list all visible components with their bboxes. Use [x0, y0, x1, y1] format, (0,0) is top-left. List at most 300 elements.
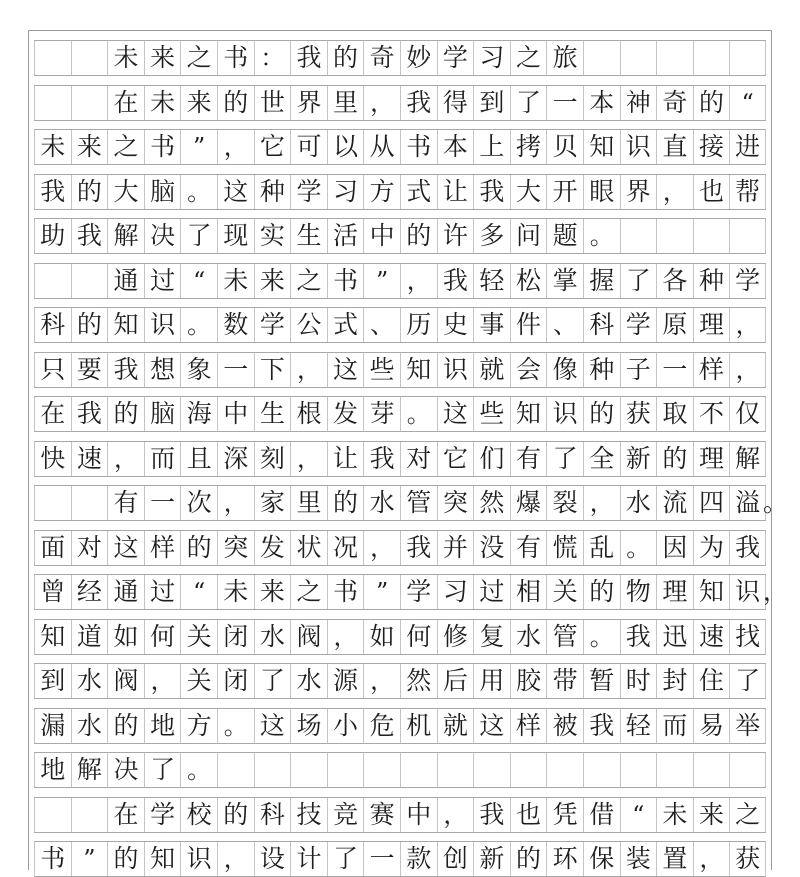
grid-cell: 在 [107, 798, 144, 832]
grid-cell: 因 [656, 531, 693, 565]
grid-cell: 奇 [656, 86, 693, 120]
grid-cell: 爆 [510, 486, 547, 520]
grid-cell: 且 [180, 442, 217, 476]
grid-cell: 本 [437, 130, 474, 164]
grid-cell: 方 [363, 175, 400, 209]
grid-cell: 一 [217, 353, 254, 387]
grid-cell: 让 [437, 175, 474, 209]
grid-cell: 得 [437, 86, 474, 120]
grid-cell: 状 [290, 531, 327, 565]
grid-cell: 。 [180, 753, 217, 787]
grid-cell: 我 [400, 531, 437, 565]
grid-cell: 发 [254, 531, 291, 565]
grid-cell: 在 [107, 86, 144, 120]
grid-cell: 校 [180, 798, 217, 832]
grid-cell: 史 [437, 308, 474, 342]
grid-cell: 我 [583, 709, 620, 743]
grid-cell: 子 [620, 353, 657, 387]
grid-cell: 况 [327, 531, 364, 565]
grid-cell: 未 [656, 798, 693, 832]
grid-cell: 种 [693, 264, 730, 298]
grid-cell [400, 753, 437, 787]
grid-cell: 未 [217, 575, 254, 609]
grid-cell: 的 [510, 842, 547, 876]
grid-cell: 通 [107, 575, 144, 609]
grid-cell: 拷 [510, 130, 547, 164]
grid-cell: 。 [180, 308, 217, 342]
grid-cell: 活 [327, 219, 364, 253]
grid-cell: 管 [400, 486, 437, 520]
grid-cell: 之 [107, 130, 144, 164]
grid-cell: 地 [34, 753, 71, 787]
grid-cell: ， [327, 620, 364, 654]
grid-cell: 习 [327, 175, 364, 209]
grid-cell: 不 [693, 397, 730, 431]
grid-cell: 之 [180, 41, 217, 75]
grid-row [34, 752, 766, 788]
grid-cell [620, 753, 657, 787]
grid-cell: 公 [290, 308, 327, 342]
grid-cell: 款 [400, 842, 437, 876]
grid-cell: 了 [180, 219, 217, 253]
grid-cell: 来 [693, 798, 730, 832]
grid-cell: 如 [363, 620, 400, 654]
grid-cell: 可 [290, 130, 327, 164]
grid-cell: 我 [363, 442, 400, 476]
grid-cell: 方 [180, 709, 217, 743]
grid-cell: 贝 [546, 130, 583, 164]
grid-cell: 书 [327, 264, 364, 298]
grid-cell: 握 [583, 264, 620, 298]
grid-cell [34, 264, 71, 298]
grid-cell: 住 [693, 664, 730, 698]
grid-cell: 它 [437, 442, 474, 476]
grid-cell: ， [217, 130, 254, 164]
grid-cell: 水 [620, 486, 657, 520]
grid-cell: ， [363, 86, 400, 120]
grid-cell: 危 [363, 709, 400, 743]
grid-cell: 并 [437, 531, 474, 565]
grid-cell: 轻 [473, 264, 510, 298]
grid-cell: 后 [437, 664, 474, 698]
grid-cell [510, 753, 547, 787]
grid-cell [656, 219, 693, 253]
grid-cell: 大 [510, 175, 547, 209]
grid-cell: 以 [327, 130, 364, 164]
grid-cell: 关 [180, 620, 217, 654]
grid-cell: 发 [327, 397, 364, 431]
grid-cell: ： [254, 41, 291, 75]
grid-cell: 开 [546, 175, 583, 209]
grid-cell: 科 [254, 798, 291, 832]
grid-cell: 经 [71, 575, 108, 609]
grid-cell: ， [693, 842, 730, 876]
grid-cell: 里 [327, 86, 364, 120]
grid-cell: 问 [510, 219, 547, 253]
grid-cell: 之 [290, 264, 327, 298]
grid-cell: 道 [71, 620, 108, 654]
grid-cell: 新 [620, 442, 657, 476]
grid-cell: 这 [107, 531, 144, 565]
grid-cell: 妙 [400, 41, 437, 75]
grid-cell: 保 [583, 842, 620, 876]
grid-cell: 次 [180, 486, 217, 520]
grid-cell: 海 [180, 397, 217, 431]
grid-cell: 决 [144, 219, 181, 253]
grid-cell: 识 [546, 397, 583, 431]
grid-cell: 新 [473, 842, 510, 876]
grid-cell: 大 [107, 175, 144, 209]
grid-cell: 未 [107, 41, 144, 75]
grid-cell: 胶 [510, 664, 547, 698]
grid-cell: 掌 [546, 264, 583, 298]
overflow-punctuation: ， [762, 577, 788, 606]
grid-cell: 来 [180, 86, 217, 120]
grid-cell: 我 [107, 353, 144, 387]
grid-cell: 从 [363, 130, 400, 164]
grid-cell: ， [290, 353, 327, 387]
grid-cell: 脑 [144, 397, 181, 431]
grid-cell: 来 [254, 264, 291, 298]
grid-cell: 未 [144, 86, 181, 120]
grid-cell: 水 [510, 620, 547, 654]
grid-cell: 样 [693, 353, 730, 387]
grid-cell: 凭 [546, 798, 583, 832]
grid-cell: 它 [254, 130, 291, 164]
grid-cell: 识 [180, 842, 217, 876]
grid-cell: 乱 [583, 531, 620, 565]
grid-cell: 旅 [546, 41, 583, 75]
grid-cell: 些 [363, 353, 400, 387]
grid-cell [71, 486, 108, 520]
grid-cell: “ [180, 575, 217, 609]
grid-cell: 家 [254, 486, 291, 520]
grid-cell [34, 798, 71, 832]
grid-row [34, 441, 766, 477]
grid-cell: 的 [107, 709, 144, 743]
grid-cell: 帮 [729, 175, 766, 209]
grid-row [34, 619, 766, 655]
grid-cell: 。 [217, 709, 254, 743]
grid-cell: ， [363, 531, 400, 565]
grid-cell: ” [363, 575, 400, 609]
grid-cell: “ [180, 264, 217, 298]
grid-cell: 小 [327, 709, 364, 743]
grid-cell: 了 [510, 86, 547, 120]
grid-cell: 获 [729, 842, 766, 876]
grid-cell: 在 [34, 397, 71, 431]
grid-cell [363, 753, 400, 787]
grid-row [34, 708, 766, 744]
grid-cell: 、 [363, 308, 400, 342]
grid-cell: 。 [583, 620, 620, 654]
grid-cell: 这 [254, 709, 291, 743]
grid-cell: 我 [290, 41, 327, 75]
grid-cell: 如 [107, 620, 144, 654]
grid-cell: 的 [180, 531, 217, 565]
grid-cell: 何 [400, 620, 437, 654]
grid-cell: 而 [656, 709, 693, 743]
grid-cell: 种 [254, 175, 291, 209]
grid-cell [656, 41, 693, 75]
grid-cell: 书 [217, 41, 254, 75]
grid-cell: 阀 [290, 620, 327, 654]
grid-cell [34, 86, 71, 120]
grid-cell: 要 [71, 353, 108, 387]
grid-cell [34, 486, 71, 520]
grid-cell: 而 [144, 442, 181, 476]
grid-cell: 何 [144, 620, 181, 654]
grid-cell: 然 [473, 486, 510, 520]
grid-cell: 没 [473, 531, 510, 565]
grid-cell: 就 [437, 709, 474, 743]
grid-row [34, 574, 788, 610]
grid-cell: 闭 [217, 620, 254, 654]
grid-cell [34, 41, 71, 75]
grid-cell [71, 264, 108, 298]
grid-cell: 闭 [217, 664, 254, 698]
grid-cell: 历 [400, 308, 437, 342]
grid-cell: 的 [71, 308, 108, 342]
grid-cell: 知 [34, 620, 71, 654]
grid-cell: 关 [546, 575, 583, 609]
grid-cell: 速 [693, 620, 730, 654]
grid-cell: 之 [290, 575, 327, 609]
grid-cell: 理 [656, 575, 693, 609]
grid-cell: 管 [546, 620, 583, 654]
grid-row [34, 85, 766, 121]
grid-cell: 眼 [583, 175, 620, 209]
grid-cell: ， [729, 353, 766, 387]
grid-cell: 为 [693, 531, 730, 565]
grid-cell: 技 [290, 798, 327, 832]
grid-cell: 知 [144, 842, 181, 876]
grid-cell: 我 [620, 620, 657, 654]
grid-cell: 对 [71, 531, 108, 565]
grid-cell: 到 [34, 664, 71, 698]
grid-cell: 水 [71, 664, 108, 698]
grid-cell: 中 [363, 219, 400, 253]
grid-cell: ， [729, 308, 766, 342]
grid-cell: 书 [34, 842, 71, 876]
grid-cell: 的 [217, 798, 254, 832]
grid-cell: 只 [34, 353, 71, 387]
grid-cell: 修 [437, 620, 474, 654]
grid-cell: 水 [290, 664, 327, 698]
grid-cell: 一 [656, 353, 693, 387]
grid-cell: 过 [473, 575, 510, 609]
title-row [34, 40, 766, 76]
grid-cell: 许 [437, 219, 474, 253]
grid-cell: 漏 [34, 709, 71, 743]
grid-cell: 我 [437, 264, 474, 298]
grid-cell: 知 [583, 130, 620, 164]
grid-cell: 举 [729, 709, 766, 743]
grid-cell: 了 [254, 664, 291, 698]
grid-cell: 书 [400, 130, 437, 164]
grid-cell: 了 [327, 842, 364, 876]
grid-cell: 来 [144, 41, 181, 75]
grid-cell: 我 [400, 86, 437, 120]
grid-cell: 的 [693, 86, 730, 120]
grid-cell: 识 [144, 308, 181, 342]
grid-cell: 然 [400, 664, 437, 698]
grid-cell: 识 [620, 130, 657, 164]
grid-cell: 想 [144, 353, 181, 387]
grid-cell: 学 [620, 308, 657, 342]
grid-cell: 刻 [254, 442, 291, 476]
grid-cell: 件 [510, 308, 547, 342]
grid-cell: 学 [144, 798, 181, 832]
grid-cell: 轻 [620, 709, 657, 743]
grid-cell [327, 753, 364, 787]
grid-cell: 这 [327, 353, 364, 387]
grid-cell: 找 [729, 620, 766, 654]
grid-cell: 计 [290, 842, 327, 876]
grid-cell: 四 [693, 486, 730, 520]
grid-cell: 。 [180, 175, 217, 209]
grid-cell: 本 [583, 86, 620, 120]
grid-cell: 样 [510, 709, 547, 743]
grid-cell: 种 [583, 353, 620, 387]
grid-cell: 的 [327, 486, 364, 520]
grid-cell: 学 [437, 41, 474, 75]
grid-cell: 。 [583, 219, 620, 253]
grid-cell: 会 [510, 353, 547, 387]
grid-cell: 深 [217, 442, 254, 476]
grid-cell: 一 [363, 842, 400, 876]
grid-cell: 封 [656, 664, 693, 698]
grid-cell: 界 [620, 175, 657, 209]
grid-cell [693, 41, 730, 75]
grid-cell: 解 [107, 219, 144, 253]
grid-cell: ” [363, 264, 400, 298]
grid-cell: 水 [363, 486, 400, 520]
grid-cell: ， [217, 486, 254, 520]
grid-cell: 借 [583, 798, 620, 832]
grid-cell: 未 [34, 130, 71, 164]
grid-cell: 习 [473, 41, 510, 75]
grid-cell: 到 [473, 86, 510, 120]
grid-cell: 直 [656, 130, 693, 164]
grid-cell: ， [400, 264, 437, 298]
grid-cell: 之 [510, 41, 547, 75]
grid-cell: 速 [71, 442, 108, 476]
grid-cell [254, 753, 291, 787]
grid-row [34, 352, 766, 388]
grid-cell: ” [180, 130, 217, 164]
grid-cell: 、 [546, 308, 583, 342]
grid-cell: 脑 [144, 175, 181, 209]
grid-cell [693, 219, 730, 253]
grid-cell: 水 [71, 709, 108, 743]
grid-cell: 我 [71, 219, 108, 253]
grid-cell: 之 [729, 798, 766, 832]
grid-cell [620, 41, 657, 75]
grid-cell: 地 [144, 709, 181, 743]
grid-cell: 带 [546, 664, 583, 698]
grid-cell: 事 [473, 308, 510, 342]
grid-cell: 的 [217, 86, 254, 120]
grid-cell [729, 41, 766, 75]
grid-cell: 被 [546, 709, 583, 743]
grid-cell: 对 [400, 442, 437, 476]
grid-cell [71, 86, 108, 120]
grid-cell: 复 [473, 620, 510, 654]
grid-cell: 样 [144, 531, 181, 565]
grid-cell: 我 [34, 175, 71, 209]
grid-cell: 的 [583, 397, 620, 431]
grid-cell: ， [656, 175, 693, 209]
grid-cell: 易 [693, 709, 730, 743]
grid-cell: 接 [693, 130, 730, 164]
grid-cell: 的 [656, 442, 693, 476]
grid-cell: 过 [144, 575, 181, 609]
grid-cell: 了 [620, 264, 657, 298]
grid-cell: 学 [254, 308, 291, 342]
grid-cell: 迅 [656, 620, 693, 654]
grid-cell [71, 798, 108, 832]
grid-cell: 来 [71, 130, 108, 164]
grid-cell: 我 [71, 397, 108, 431]
grid-cell: 用 [473, 664, 510, 698]
grid-cell: 原 [656, 308, 693, 342]
grid-cell: 下 [254, 353, 291, 387]
grid-cell: 一 [144, 486, 181, 520]
grid-cell: 。 [400, 397, 437, 431]
grid-cell: 仅 [729, 397, 766, 431]
grid-cell [71, 41, 108, 75]
grid-cell: 我 [473, 798, 510, 832]
grid-cell: 中 [400, 798, 437, 832]
grid-cell: 全 [583, 442, 620, 476]
grid-cell: 也 [693, 175, 730, 209]
grid-cell: 有 [510, 442, 547, 476]
grid-cell: 源 [327, 664, 364, 698]
grid-cell: 我 [729, 531, 766, 565]
grid-cell: 的 [400, 219, 437, 253]
grid-cell: 通 [107, 264, 144, 298]
grid-cell: 场 [290, 709, 327, 743]
grid-cell: 的 [71, 175, 108, 209]
grid-cell: 界 [290, 86, 327, 120]
grid-cell: ， [290, 442, 327, 476]
grid-cell: “ [729, 86, 766, 120]
grid-cell: 题 [546, 219, 583, 253]
grid-cell: 书 [327, 575, 364, 609]
grid-cell: 知 [107, 308, 144, 342]
grid-row [34, 797, 766, 833]
grid-cell: 突 [217, 531, 254, 565]
grid-cell: 曾 [34, 575, 71, 609]
grid-cell: 慌 [546, 531, 583, 565]
grid-cell: 让 [327, 442, 364, 476]
grid-cell: 知 [400, 353, 437, 387]
grid-cell: 芽 [363, 397, 400, 431]
grid-cell: 决 [107, 753, 144, 787]
grid-cell: 书 [144, 130, 181, 164]
grid-cell: 物 [620, 575, 657, 609]
grid-cell: 置 [656, 842, 693, 876]
grid-cell: 水 [254, 620, 291, 654]
grid-cell: 些 [473, 397, 510, 431]
grid-cell: 过 [144, 264, 181, 298]
grid-cell: 各 [656, 264, 693, 298]
overflow-punctuation: 。 [762, 488, 788, 517]
grid-cell: 这 [437, 397, 474, 431]
grid-cell: 一 [546, 86, 583, 120]
grid-cell: 暂 [583, 664, 620, 698]
